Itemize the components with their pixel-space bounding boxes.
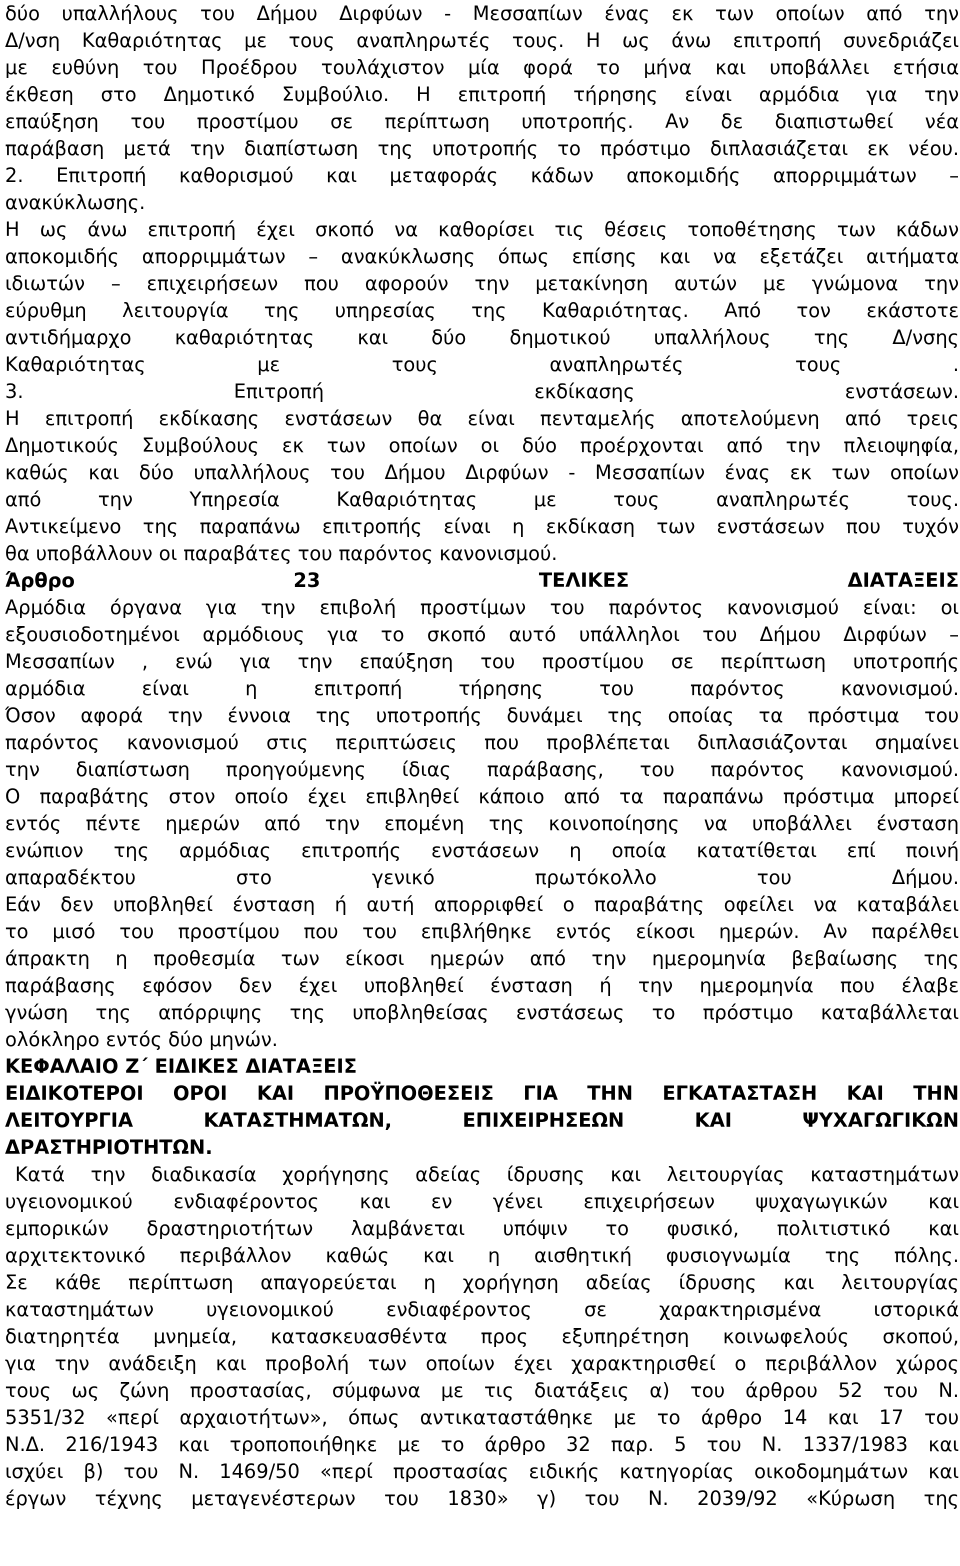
text-line: αρμόδια είναι η επιτροπή τήρησης του παρόντος κανονισμού. xyxy=(5,677,959,700)
text-line: τους ως ζώνη προστασίας, σύμφωνα με τις διατάξεις α) του άρθρου 52 του Ν. xyxy=(5,1379,959,1402)
text-line: την διαπίστωση προηγούμενης ίδιας παράβασης, του παρόντος κανονισμού. xyxy=(5,758,959,781)
text-line: παράβαση μετά την διαπίστωση της υποτροπής το πρόστιμο διπλασιάζεται εκ νέου. xyxy=(5,137,959,160)
text-line: άπρακτη η προθεσμία των είκοσι ημερών από την ημερομηνία βεβαίωσης της xyxy=(5,947,959,970)
chapter-subheading: ΛΕΙΤΟΥΡΓΙΑ ΚΑΤΑΣΤΗΜΑΤΩΝ, ΕΠΙΧΕΙΡΗΣΕΩΝ ΚΑΙ ΨΥΧΑΓΩΓΙΚΩΝ xyxy=(5,1109,959,1132)
text-line: Δ/νση Καθαριότητας με τους αναπληρωτές τους. Η ως άνω επιτροπή συνεδριάζει xyxy=(5,29,959,52)
text-line: Η ως άνω επιτροπή έχει σκοπό να καθορίσει τις θέσεις τοποθέτησης των κάδων xyxy=(5,218,959,241)
chapter-subheading: ΕΙΔΙΚΟΤΕΡΟΙ ΟΡΟΙ ΚΑΙ ΠΡΟΫΠΟΘΕΣΕΙΣ ΓΙΑ ΤΗΝ ΕΓΚΑΤΑΣΤΑΣΗ ΚΑΙ ΤΗΝ xyxy=(5,1082,959,1105)
text-line: έκθεση στο Δημοτικό Συμβούλιο. Η επιτροπή τήρησης είναι αρμόδια για την xyxy=(5,83,959,106)
text-line: εξουσιοδοτημένοι αρμόδιους για το σκοπό αυτό υπάλληλοι του Δήμου Διρφύων – xyxy=(5,623,959,646)
text-line: το μισό του προστίμου που του επιβλήθηκε εντός είκοσι ημερών. Αν παρέλθει xyxy=(5,920,959,943)
text-line: αντιδήμαρχο καθαριότητας και δύο δημοτικού υπαλλήλους της Δ/νσης xyxy=(5,326,959,349)
text-line: από την Υπηρεσία Καθαριότητας με τους αναπληρωτές τους. xyxy=(5,488,959,511)
text-line: Αντικείμενο της παραπάνω επιτροπής είναι η εκδίκαση των ενστάσεων που τυχόν xyxy=(5,515,959,538)
text-line: Εάν δεν υποβληθεί ένσταση ή αυτή απορριφθεί ο παραβάτης οφείλει να καταβάλει xyxy=(5,893,959,916)
text-line: αποκομιδής απορριμμάτων – ανακύκλωσης όπως επίσης και να εξετάζει αιτήματα xyxy=(5,245,959,268)
text-line: υγειονομικού ενδιαφέροντος και εν γένει επιχειρήσεων ψυχαγωγικών και xyxy=(5,1190,959,1213)
text-line: για την ανάδειξη και προβολή των οποίων έχει χαρακτηρισθεί ο περιβάλλον χώρος xyxy=(5,1352,959,1375)
text-line: καθώς και δύο υπαλλήλους του Δήμου Διρφύων - Μεσσαπίων ένας εκ των οποίων xyxy=(5,461,959,484)
text-line: έργων τέχνης μεταγενέστερων του 1830» γ) του Ν. 2039/92 «Κύρωση της xyxy=(5,1487,959,1510)
text-line: ολόκληρο εντός δύο μηνών. xyxy=(5,1028,278,1051)
text-line: Αρμόδια όργανα για την επιβολή προστίμων του παρόντος κανονισμού είναι: οι xyxy=(5,596,959,619)
text-line: θα υποβάλλουν οι παραβάτες του παρόντος κανονισμού. xyxy=(5,542,558,565)
text-line: ενώπιον της αρμόδιας επιτροπής ενστάσεων η οποία κατατίθεται επί ποινή xyxy=(5,839,959,862)
section-heading: 2. Επιτροπή καθορισμού και μεταφοράς κάδων αποκομιδής απορριμμάτων – xyxy=(5,164,959,187)
text-line: αρχιτεκτονικό περιβάλλον καθώς και η αισθητική φυσιογνωμία της πόλης. xyxy=(5,1244,959,1267)
text-line: Ν.Δ. 216/1943 και τροποποιήθηκε με το άρθρο 32 παρ. 5 του Ν. 1337/1983 και xyxy=(5,1433,959,1456)
text-line: γνώση της απόρριψης της υποβληθείσας ενστάσεως το πρόστιμο καταβάλλεται xyxy=(5,1001,959,1024)
section-heading: 3. Επιτροπή εκδίκασης ενστάσεων. xyxy=(5,380,959,403)
text-line: Μεσσαπίων , ενώ για την επαύξηση του προστίμου σε περίπτωση υποτροπής xyxy=(5,650,959,673)
text-line: Κατά την διαδικασία χορήγησης αδείας ίδρυσης και λειτουργίας καταστημάτων xyxy=(15,1163,959,1186)
text-line: καταστημάτων υγειονομικού ενδιαφέροντος σε χαρακτηρισμένα ιστορικά xyxy=(5,1298,959,1321)
text-line: ιδιωτών – επιχειρήσεων που αφορούν την μετακίνηση αυτών με γνώμονα την xyxy=(5,272,959,295)
text-line: παρόντος κανονισμού στις περιπτώσεις που προβλέπεται διπλασιάζονται σημαίνει xyxy=(5,731,959,754)
chapter-subheading: ΔΡΑΣΤΗΡΙΟΤΗΤΩΝ. xyxy=(5,1136,213,1159)
text-line: ισχύει β) του Ν. 1469/50 «περί προστασίας ειδικής κατηγορίας οικοδομημάτων και xyxy=(5,1460,959,1483)
text-line: με ευθύνη του Προέδρου τουλάχιστον μία φορά το μήνα και υποβάλλει ετήσια xyxy=(5,56,959,79)
text-line: Όσον αφορά την έννοια της υποτροπής δυνάμει της οποίας τα πρόστιμα του xyxy=(5,704,959,727)
text-line: Δημοτικούς Συμβούλους εκ των οποίων οι δύο προέρχονται από την πλειοψηφία, xyxy=(5,434,959,457)
chapter-heading: ΚΕΦΑΛΑΙΟ Ζ΄ ΕΙΔΙΚΕΣ ΔΙΑΤΑΞΕΙΣ xyxy=(5,1055,357,1078)
article-heading: Άρθρο 23 ΤΕΛΙΚΕΣ ΔΙΑΤΑΞΕΙΣ xyxy=(5,569,959,592)
text-line: Η επιτροπή εκδίκασης ενστάσεων θα είναι πενταμελής αποτελούμενη από τρεις xyxy=(5,407,959,430)
text-line: διατηρητέα μνημεία, κατασκευασθέντα προς εξυπηρέτηση κοινωφελούς σκοπού, xyxy=(5,1325,959,1348)
text-line: επαύξηση του προστίμου σε περίπτωση υποτροπής. Αν δε διαπιστωθεί νέα xyxy=(5,110,959,133)
text-line: απαραδέκτου στο γενικό πρωτόκολλο του Δήμου. xyxy=(5,866,959,889)
text-line: εμπορικών δραστηριοτήτων λαμβάνεται υπόψιν το φυσικό, πολιτιστικό και xyxy=(5,1217,959,1240)
text-line: παράβασης εφόσον δεν έχει υποβληθεί ένσταση ή την ημερομηνία που έλαβε xyxy=(5,974,959,997)
text-line: Καθαριότητας με τους αναπληρωτές τους . xyxy=(5,353,959,376)
text-line: Σε κάθε περίπτωση απαγορεύεται η χορήγηση αδείας ίδρυσης και λειτουργίας xyxy=(5,1271,959,1294)
text-line: εύρυθμη λειτουργία της υπηρεσίας της Καθαριότητας. Από τον εκάστοτε xyxy=(5,299,959,322)
text-line: εντός πέντε ημερών από την επομένη της κοινοποίησης να υποβάλλει ένσταση xyxy=(5,812,959,835)
section-heading: ανακύκλωσης. xyxy=(5,191,146,214)
text-line: Ο παραβάτης στον οποίο έχει επιβληθεί κάποιο από τα παραπάνω πρόστιμα μπορεί xyxy=(5,785,959,808)
text-line: 5351/32 «περί αρχαιοτήτων», όπως αντικαταστάθηκε με το άρθρο 14 και 17 του xyxy=(5,1406,959,1429)
text-line: δύο υπαλλήλους του Δήμου Διρφύων - Μεσσαπίων ένας εκ των οποίων από την xyxy=(5,2,959,25)
